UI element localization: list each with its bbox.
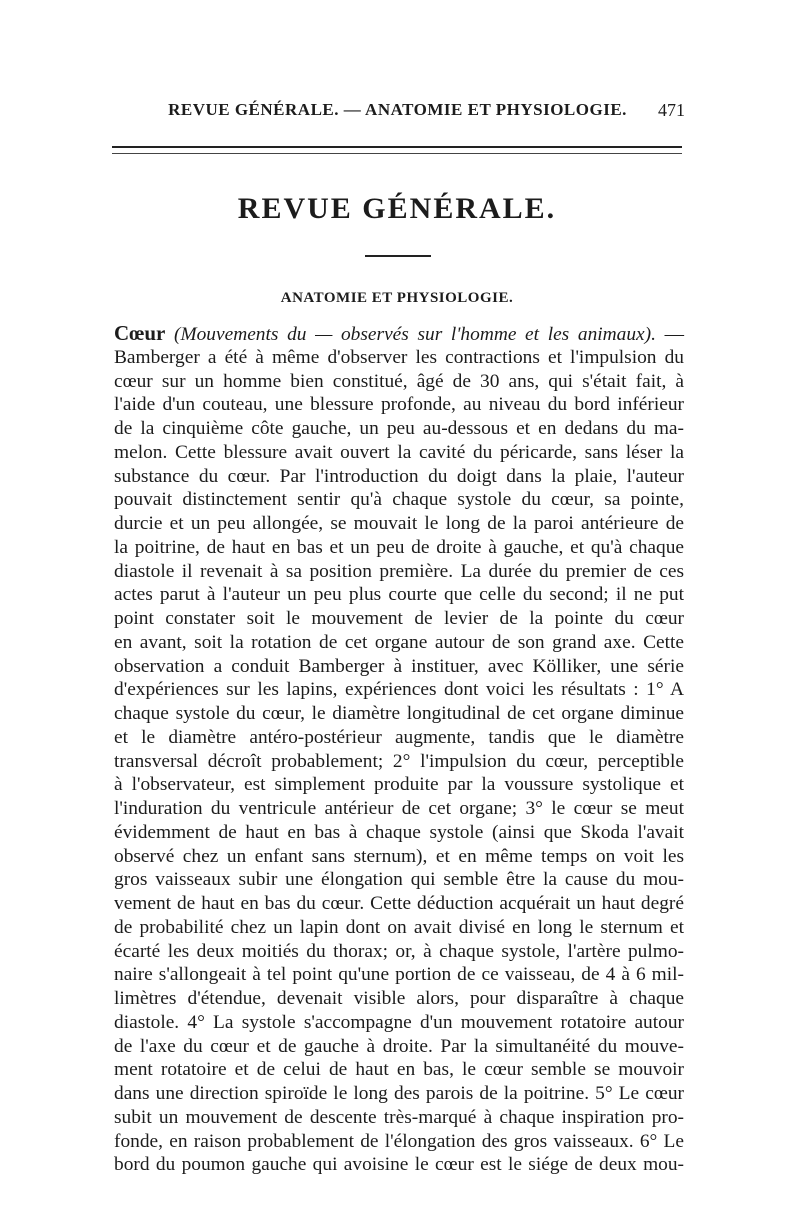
text-line: de l'axe du cœur et de gauche à droite. Par la simultanéité du mouve- [114, 1035, 684, 1057]
text-line: vement de haut en bas du cœur. Cette déduction acquérait un haut degré [114, 893, 684, 914]
article-first-line [114, 322, 684, 346]
text-line: point constater soit le mouvement de levier de la pointe du cœur [114, 608, 684, 629]
text-line: bord du poumon gauche qui avoisine le cœur est le siége de deux mou- [114, 1154, 684, 1176]
text-line: limètres d'étendue, devenait visible alors, pour disparaître à chaque [114, 988, 684, 1009]
text-line: chaque systole du cœur, le diamètre longitudinal de cet organe diminue [114, 703, 684, 724]
article-body [114, 322, 684, 1177]
text-line: actes parut à l'auteur un peu plus courte que celle du second; il ne put [114, 584, 684, 606]
running-head-title: REVUE GÉNÉRALE. — ANATOMIE ET PHYSIOLOGIE. [168, 100, 627, 119]
text-line: fonde, en raison probablement de l'élongation des gros vaisseaux. 6° Le [114, 1130, 684, 1152]
main-title: REVUE GÉNÉRALE. [237, 192, 557, 225]
section-title: ANATOMIE ET PHYSIOLOGIE. [280, 290, 514, 306]
text-line: en avant, soit la rotation de cet organe autour de son grand axe. Cette [114, 631, 684, 653]
text-line: transversal décroît probablement; 2° l'impulsion du cœur, perceptible [114, 750, 684, 772]
page-number: 471 [658, 100, 685, 120]
text-line: la poitrine, de haut en bas et un peu de droite à gauche, et qu'à chaque [114, 536, 684, 558]
running-head [110, 100, 685, 124]
header-double-rule [112, 146, 682, 154]
text-line: substance du cœur. Par l'introduction du doigt dans la plaie, l'auteur [114, 465, 684, 487]
text-line: de probabilité chez un lapin dont on avait divisé en long le sternum et [114, 916, 684, 938]
text-line: de la cinquième côte gauche, un peu au-dessous et en dedans du ma- [114, 418, 684, 439]
title-rule [365, 255, 431, 257]
text-line: durcie et un peu allongée, se mouvait le long de la paroi antérieure de [114, 513, 684, 534]
text-line: l'induration du ventricule antérieur de cet organe; 3° le cœur se meut [114, 798, 684, 819]
text-line: naire s'allongeait à tel point qu'une portion de ce vaisseau, de 4 à 6 mil- [114, 964, 684, 986]
text-line: évidemment de haut en bas à chaque systole (ainsi que Skoda l'avait [114, 821, 684, 843]
text-line: Bamberger a été à même d'observer les contractions et l'impulsion du [114, 346, 684, 368]
text-line: diastole il revenait à sa position première. La durée du premier de ces [114, 560, 684, 582]
text-line: et le diamètre antéro-postérieur augmente, tandis que le diamètre [114, 726, 684, 748]
text-line: d'expériences sur les lapins, expériences dont voici les résultats : 1° A [114, 679, 684, 701]
text-line: diastole. 4° La systole s'accompagne d'un mouvement rotatoire autour [114, 1011, 684, 1033]
text-line: subit un mouvement de descente très-marqué à chaque inspiration pro- [114, 1106, 684, 1128]
text-line: à l'observateur, est simplement produite par la voussure systolique et [114, 774, 684, 796]
text-line: l'aide d'un couteau, une blessure profonde, au niveau du bord inférieur [114, 394, 684, 416]
text-line: écarté les deux moitiés du thorax; or, à chaque systole, l'artère pulmo- [114, 940, 684, 962]
text-line: pouvait distinctement sentir qu'à chaque systole du cœur, sa pointe, [114, 489, 684, 511]
text-line: — [655, 324, 684, 345]
text-line: cœur sur un homme bien constitué, âgé de 30 ans, qui s'était fait, à [114, 370, 684, 392]
text-line: melon. Cette blessure avait ouvert la cavité du péricarde, sans léser la [114, 441, 684, 463]
text-line: gros vaisseaux subir une élongation qui semble être la cause du mou- [114, 869, 684, 891]
text-line: dans une direction spiroïde le long des parois de la poitrine. 5° Le cœur [114, 1083, 684, 1104]
article-keyword: Cœur [114, 321, 166, 345]
text-line: ment rotatoire et de celui de haut en bas, le cœur semble se mouvoir [114, 1059, 684, 1081]
text-line: observé chez un enfant sans sternum), et en même temps on voit les [114, 845, 684, 867]
article-subtitle: (Mouvements du — observés sur l'homme et les animaux). [173, 324, 656, 345]
text-line: observation a conduit Bamberger à instituer, avec Kölliker, une série [114, 655, 684, 677]
